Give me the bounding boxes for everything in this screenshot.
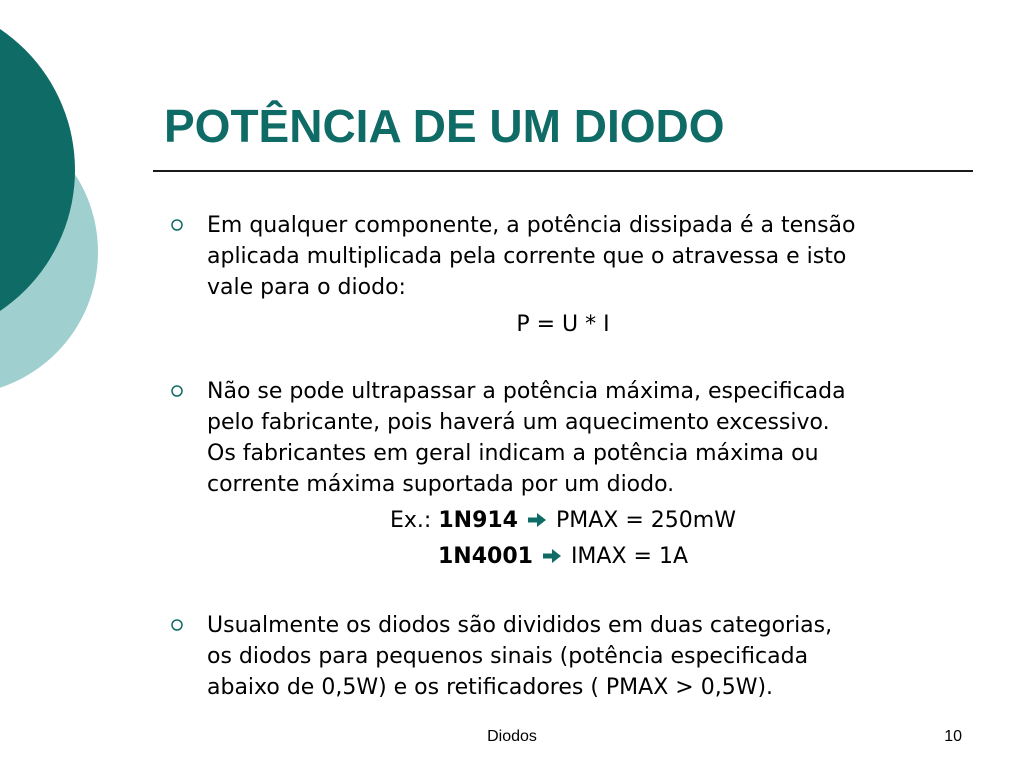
- paragraph-text: [207, 210, 965, 303]
- text-line: pelo fabricante, pois haverá um aquecimento excessivo.: [207, 410, 830, 435]
- bullet-paragraph-2: [165, 376, 965, 500]
- text-line: Os fabricantes em geral indicam a potência máxima ou: [207, 441, 819, 466]
- example-spec: IMAX = 1A: [570, 544, 688, 569]
- circle-bullet-icon: [167, 213, 187, 233]
- text-line: Não se pode ultrapassar a potência máxima, especificada: [207, 379, 846, 404]
- power-formula: P = U * I: [516, 312, 610, 337]
- bullet-paragraph-3: [165, 610, 965, 703]
- slide-number: 10: [944, 728, 962, 745]
- text-line: aplicada multiplicada pela corrente que o atravessa e isto: [207, 244, 847, 269]
- example-line-1: [153, 506, 973, 536]
- text-line: corrente máxima suportada por um diodo.: [207, 472, 675, 497]
- footer-title: Diodos: [487, 728, 537, 745]
- part-number: 1N4001: [437, 544, 533, 569]
- arrow-right-icon: [542, 547, 562, 565]
- example-prefix: Ex.:: [390, 508, 439, 533]
- slide-title: POTÊNCIA DE UM DIODO: [164, 100, 725, 152]
- decorative-circles: [0, 0, 110, 400]
- bullet-paragraph-1: [165, 210, 965, 303]
- text-line: Usualmente os diodos são divididos em duas categorias,: [207, 613, 833, 638]
- paragraph-text: [207, 376, 965, 500]
- text-line: abaixo de 0,5W) e os retificadores ( PMAX > 0,5W).: [207, 675, 774, 700]
- circle-bullet-icon: [167, 379, 187, 399]
- arrow-right-icon: [527, 511, 547, 529]
- example-spec: PMAX = 250mW: [556, 508, 736, 533]
- example-line-2: [153, 542, 973, 572]
- text-line: os diodos para pequenos sinais (potência especificada: [207, 644, 809, 669]
- paragraph-text: [207, 610, 965, 703]
- title-divider: [153, 170, 973, 172]
- part-number: 1N914: [438, 508, 518, 533]
- text-line: vale para o diodo:: [207, 275, 406, 300]
- text-line: Em qualquer componente, a potência dissipada é a tensão: [207, 213, 856, 238]
- circle-bullet-icon: [167, 613, 187, 633]
